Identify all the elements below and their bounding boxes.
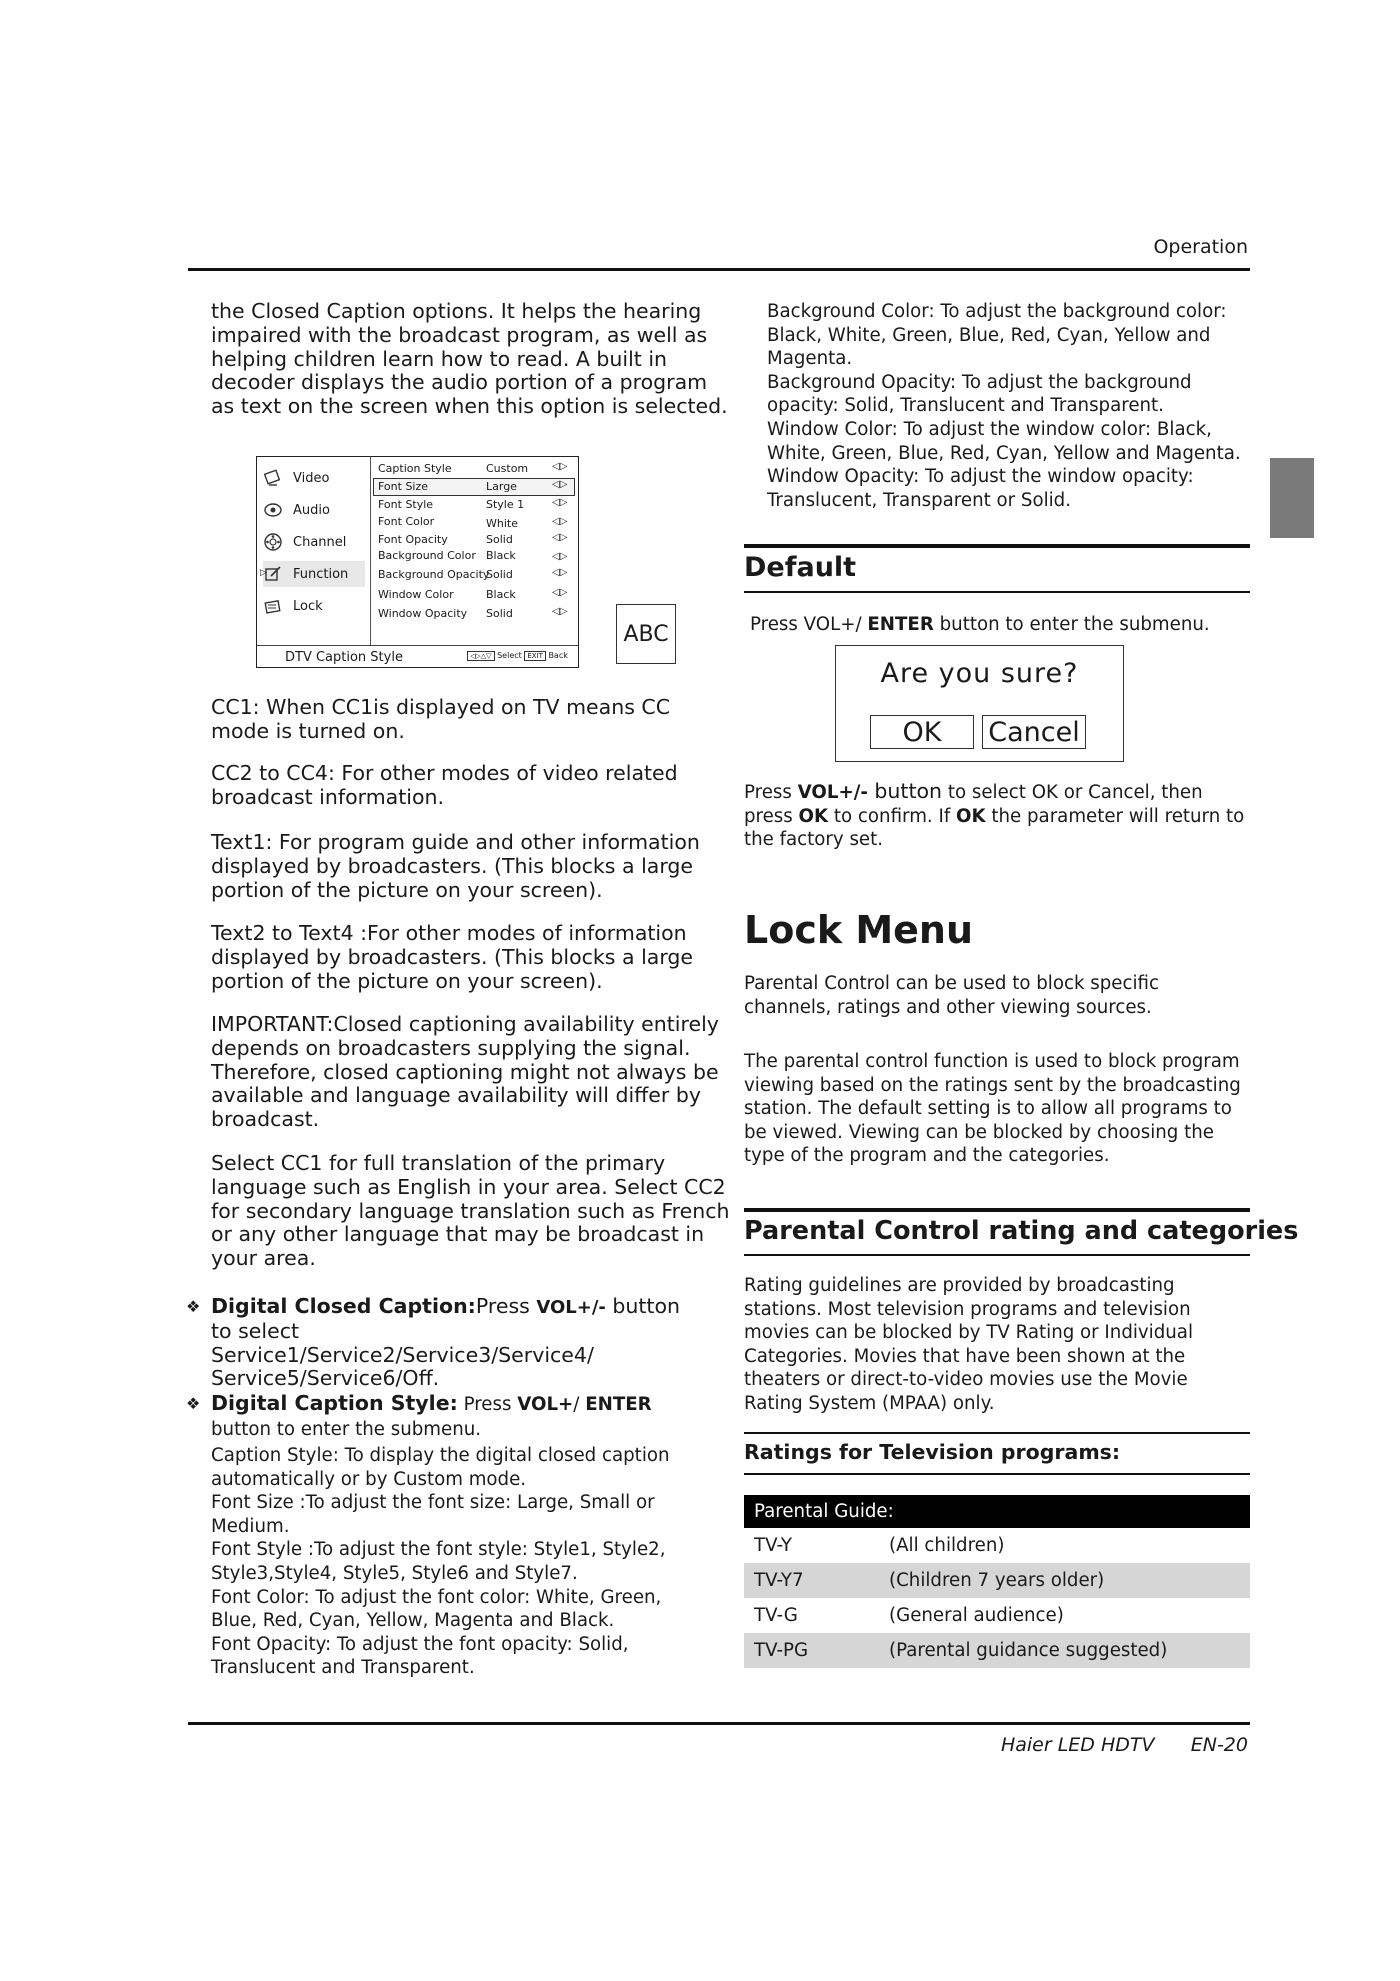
left-right-arrows-icon: ◁▷ — [552, 551, 568, 562]
left-right-arrows-icon: ◁▷ — [552, 479, 568, 490]
left-right-arrows-icon: ◁▷ — [552, 587, 568, 598]
header-rule — [188, 268, 1250, 271]
select-cc1-paragraph: Select CC1 for full translation of the primary language such as English in your area. Select CC2 for secondary language translation such as French or any other language that may be broadcast in your area. — [211, 1151, 730, 1271]
section-rule — [744, 1432, 1250, 1434]
left-right-arrows-icon: ◁▷ — [552, 516, 568, 527]
list-item: Background Opacity: To adjust the background opacity: Solid, Translucent and Transparent. — [767, 371, 1192, 417]
intro-paragraph: the Closed Caption options. It helps the hearing impaired with the broadcast program, as well as helping children learn how to read. A built in decoder displays the audio portion of a program as text on the screen when this option is selected. — [211, 299, 728, 419]
menu-row-label: Font Color — [378, 515, 435, 528]
caption-preview-box: ABC — [616, 604, 676, 664]
menu-row-label: Font Style — [378, 498, 434, 511]
caption-style-descriptions — [211, 1444, 701, 1680]
menu-category-label: Channel — [293, 534, 347, 550]
vol-key-label: VOL+/- — [797, 782, 868, 803]
side-tab-marker — [1270, 458, 1314, 538]
menu-row-background-color — [374, 548, 574, 564]
page-section-header: Operation — [1153, 236, 1248, 258]
text: to select OK or Cancel, then press — [744, 782, 1203, 827]
selection-pointer-icon: ▷ — [260, 568, 267, 578]
menu-row-value: Solid — [486, 607, 513, 620]
table-row — [744, 1633, 1250, 1668]
lock-paragraph-2: The parental control function is used to block program viewing based on the ratings sent by the broadcasting station. The default setting is to allow all programs to be viewed. Viewing can be blocked by choosing the type of the program and the categories. — [744, 1051, 1241, 1167]
section-rule — [744, 1208, 1250, 1212]
exit-key-label: EXIT — [524, 651, 546, 661]
left-right-arrows-icon: ◁▷ — [552, 497, 568, 508]
audio-icon — [263, 500, 283, 520]
enter-key-label: ENTER — [867, 614, 934, 635]
section-rule — [744, 1254, 1250, 1256]
ratings-table — [744, 1495, 1250, 1668]
rating-desc: (All children) — [889, 1535, 1005, 1556]
lock-paragraph-1: Parental Control can be used to block specific channels, ratings and other viewing sources. — [744, 973, 1160, 1018]
menu-category-channel — [263, 529, 365, 555]
list-item: Font Size :To adjust the font size: Large, Small or Medium. — [211, 1492, 655, 1537]
menu-category-label: Lock — [293, 598, 323, 614]
confirm-dialog — [835, 645, 1124, 762]
bullet-text-pre: Press — [475, 1294, 537, 1318]
hint-select-label: Select — [497, 651, 522, 660]
ok-key-label: OK — [798, 805, 829, 827]
menu-row-font-opacity — [374, 532, 574, 548]
menu-row-font-size — [374, 479, 574, 495]
menu-row-label: Window Color — [378, 588, 454, 601]
confirm-paragraph — [744, 780, 1250, 852]
ok-button[interactable]: OK — [870, 715, 974, 749]
diamond-bullet-icon: ❖ — [186, 1297, 201, 1316]
bullet-text-post: button to select Service1/Service2/Service3/Service4/ Service5/Service6/Off. — [211, 1294, 681, 1391]
cc1-paragraph: CC1: When CC1is displayed on TV means CC mode is turned on. — [211, 695, 671, 743]
menu-row-value: Custom — [486, 462, 529, 475]
menu-category-function — [260, 561, 365, 587]
text2-text4-paragraph: Text2 to Text4 :For other modes of information displayed by broadcasters. (This blocks a large portion of the picture on your screen). — [211, 921, 694, 993]
vol-key-label: VOL+/- — [536, 1297, 606, 1318]
table-row — [744, 1528, 1250, 1563]
nav-arrows-icon: ◁▷△▽ — [467, 651, 495, 661]
menu-category-lock — [263, 593, 365, 619]
menu-row-value: Solid — [486, 568, 513, 581]
cancel-button[interactable]: Cancel — [982, 715, 1086, 749]
text: Press — [744, 782, 798, 803]
rating-desc: (General audience) — [889, 1605, 1064, 1626]
menu-row-value: White — [486, 517, 518, 530]
lock-icon — [263, 596, 283, 616]
ratings-tv-title: Ratings for Television programs: — [744, 1440, 1121, 1464]
menu-row-label: Caption Style — [378, 462, 452, 475]
rating-code: TV-Y7 — [754, 1570, 804, 1591]
left-right-arrows-icon: ◁▷ — [552, 532, 568, 543]
menu-row-value: Solid — [486, 533, 513, 546]
menu-row-font-color — [374, 514, 574, 530]
menu-footer-title: DTV Caption Style — [285, 650, 403, 665]
table-row — [744, 1598, 1250, 1633]
menu-row-value: Large — [486, 480, 517, 493]
caption-style-menu — [256, 456, 579, 668]
bullet-title: Digital Caption Style: — [211, 1391, 458, 1415]
menu-row-window-color — [374, 587, 574, 603]
section-rule — [744, 1473, 1250, 1475]
list-item: Window Opacity: To adjust the window opacity: Translucent, Transparent or Solid. — [767, 466, 1194, 511]
menu-category-audio — [263, 497, 365, 523]
cc2-cc4-paragraph: CC2 to CC4: For other modes of video related broadcast information. — [211, 761, 678, 809]
left-right-arrows-icon: ◁▷ — [552, 461, 568, 472]
digital-closed-caption-item — [186, 1295, 686, 1391]
menu-category-video — [263, 465, 365, 491]
rating-code: TV-Y — [754, 1535, 792, 1556]
diamond-bullet-icon: ❖ — [186, 1394, 201, 1413]
default-instruction — [750, 614, 1210, 635]
left-right-arrows-icon: ◁▷ — [552, 567, 568, 578]
footer-rule — [188, 1722, 1250, 1725]
menu-row-window-opacity — [374, 606, 574, 622]
section-rule — [744, 544, 1250, 548]
menu-row-value: Style 1 — [486, 498, 525, 511]
menu-row-label: Background Opacity — [378, 568, 490, 581]
left-right-arrows-icon: ◁▷ — [552, 606, 568, 617]
menu-row-label: Window Opacity — [378, 607, 468, 620]
list-item: Background Color: To adjust the background color: Black, White, Green, Blue, Red, Cyan, Yellow and Magenta. — [767, 301, 1227, 370]
list-item: Font Style :To adjust the font style: Style1, Style2, Style3,Style4, Style5, Style6 and Style7. — [211, 1539, 666, 1584]
menu-category-label: Audio — [293, 502, 330, 518]
video-icon — [263, 468, 283, 488]
menu-row-background-opacity — [374, 567, 574, 583]
menu-footer-hints — [467, 651, 568, 661]
footer-product: Haier LED HDTV — [1000, 1734, 1155, 1756]
bullet-title: Digital Closed Caption: — [211, 1294, 476, 1318]
rating-code: TV-G — [754, 1605, 798, 1626]
menu-footer — [257, 645, 578, 668]
section-rule — [744, 591, 1250, 593]
default-section-title: Default — [744, 552, 857, 583]
bullet-text-mid: / — [573, 1394, 586, 1415]
instr-text: button to enter the submenu. — [933, 614, 1210, 635]
menu-row-label: Font Opacity — [378, 533, 448, 546]
list-item: Window Color: To adjust the window color: Black, White, Green, Blue, Red, Cyan, Yellow and Magenta. — [767, 418, 1241, 464]
rating-code: TV-PG — [754, 1640, 809, 1661]
menu-category-list — [257, 457, 371, 645]
page-footer — [1001, 1734, 1248, 1756]
important-paragraph: IMPORTANT:Closed captioning availability entirely depends on broadcasters supplying the signal. Therefore, closed captioning might not always be available and language availability will differ by broadcast. — [211, 1012, 719, 1132]
vol-key-label: VOL+ — [517, 1394, 574, 1415]
text: button — [867, 779, 943, 803]
menu-row-font-style — [374, 497, 574, 513]
enter-key-label: ENTER — [585, 1394, 652, 1415]
list-item: Caption Style: To display the digital closed caption automatically or by Custom mode. — [211, 1445, 670, 1490]
rating-desc: (Parental guidance suggested) — [889, 1640, 1168, 1661]
parental-control-title: Parental Control rating and categories — [744, 1216, 1299, 1246]
text: to confirm. If — [828, 805, 957, 827]
bullet-text-post: button to enter the submenu. — [211, 1418, 482, 1440]
menu-category-label: Video — [293, 470, 330, 486]
footer-page-number: EN-20 — [1190, 1734, 1248, 1756]
table-header: Parental Guide: — [744, 1495, 1250, 1528]
bullet-text-pre: Press — [457, 1394, 518, 1415]
menu-row-caption-style — [374, 461, 574, 477]
digital-caption-style-item — [186, 1392, 686, 1442]
text: the parameter will return to the factory set. — [744, 805, 1245, 851]
list-item: Font Opacity: To adjust the font opacity: Solid, Translucent and Transparent. — [211, 1633, 629, 1679]
menu-row-label: Background Color — [378, 549, 476, 562]
menu-row-label: Font Size — [378, 480, 429, 493]
dialog-question: Are you sure? — [880, 658, 1079, 689]
text1-paragraph: Text1: For program guide and other information displayed by broadcasters. (This blocks a large portion of the picture on your screen). — [211, 830, 700, 902]
lock-menu-title: Lock Menu — [744, 908, 974, 952]
rating-desc: (Children 7 years older) — [889, 1570, 1105, 1591]
menu-row-value: Black — [486, 549, 516, 562]
menu-category-label: Function — [293, 566, 349, 582]
instr-text: Press VOL+/ — [750, 614, 868, 635]
channel-icon — [263, 532, 283, 552]
list-item: Font Color: To adjust the font color: White, Green, Blue, Red, Cyan, Yellow, Magenta and Black. — [211, 1586, 662, 1632]
ok-key-label: OK — [956, 805, 986, 827]
rating-guidelines-paragraph: Rating guidelines are provided by broadcasting stations. Most television programs and television movies can be blocked by TV Rating or Individual Categories. Movies that have been shown at the theaters or direct-to-video movies use the Movie Rating System (MPAA) only. — [744, 1275, 1194, 1414]
hint-back-label: Back — [548, 651, 568, 660]
caption-style-descriptions-cont — [767, 300, 1247, 512]
menu-row-value: Black — [486, 588, 516, 601]
table-row — [744, 1563, 1250, 1598]
